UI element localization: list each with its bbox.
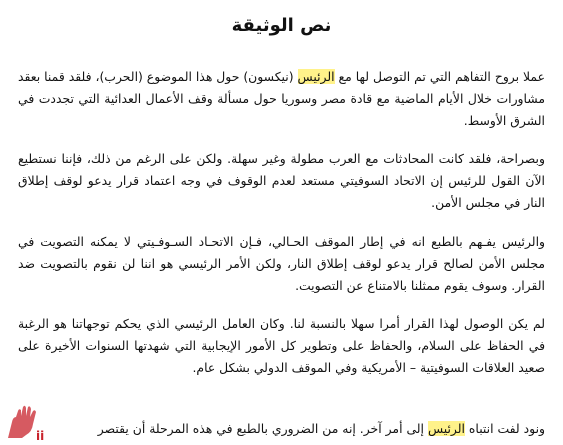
highlighted-word-president: الرئيس bbox=[297, 69, 335, 84]
paragraph-1 bbox=[18, 66, 545, 132]
paragraph-5 bbox=[18, 418, 545, 440]
paragraph-4: لم يكن الوصول لهذا القرار أمرا سهلا بالنسبة لنا. وكان العامل الرئيسي الذي يحكم توجهاتنا هو الرغبة في الحفاظ على السلام، والحفاظ على وتطوير كل الأمور الإيجابية التي شهدتها السنوات الأخيرة على صعيد العلاقات السوفيتية – الأمريكية وفي الموقف الدولي بشكل عام. bbox=[18, 316, 545, 375]
paragraph-1-after: (نيكسون) حول هذا الموضوع (الحرب)، فلقد قمنا بعقد مشاورات خلال الأيام الماضية مع قادة مصر وسوريا حول مسألة وقف الأعمال العدائية التي تجددت في الشرق الأوسط. bbox=[18, 69, 545, 128]
paragraph-3: والرئيس يفـهم بالطبع انه في إطار الموقف الحـالي، فـإن الاتحـاد السـوفـيتي لا يمكنه التصويت في مجلس الأمن لصالح قرار يدعو لوقف إطلاق النار، ولكن الأمر الرئيسي هو اننا لن نقوم بالتصويت ضد القرار. وسوف يقوم ممثلنا بالامتناع عن التصويت. bbox=[18, 234, 545, 293]
watermark-text: ii bbox=[36, 429, 45, 442]
paragraph-1-before: عملا بروح التفاهم التي تم التوصل لها مع bbox=[334, 69, 545, 84]
paragraph-5-before: ونود لفت انتباه bbox=[464, 421, 545, 436]
highlighted-word-president-2: الرئيس bbox=[427, 421, 465, 436]
hand-logo-icon bbox=[2, 402, 50, 442]
paragraph-5-after: إلى أمر آخر. إنه من الضروري بالطبع في هذه المرحلة أن يقتصر bbox=[97, 421, 428, 436]
document-title: نص الوثيقة bbox=[231, 15, 332, 36]
paragraph-2: وبصراحة، فلقد كانت المحادثات مع العرب مطولة وغير سهلة. ولكن على الرغم من ذلك، فإننا نستطيع الآن القول للرئيس إن الاتحاد السوفيتي مستعد لعدم الوقوف في وجه اعتماد قرار يدعو لوقف إطلاق النار في مجلس الأمن. bbox=[18, 151, 545, 210]
